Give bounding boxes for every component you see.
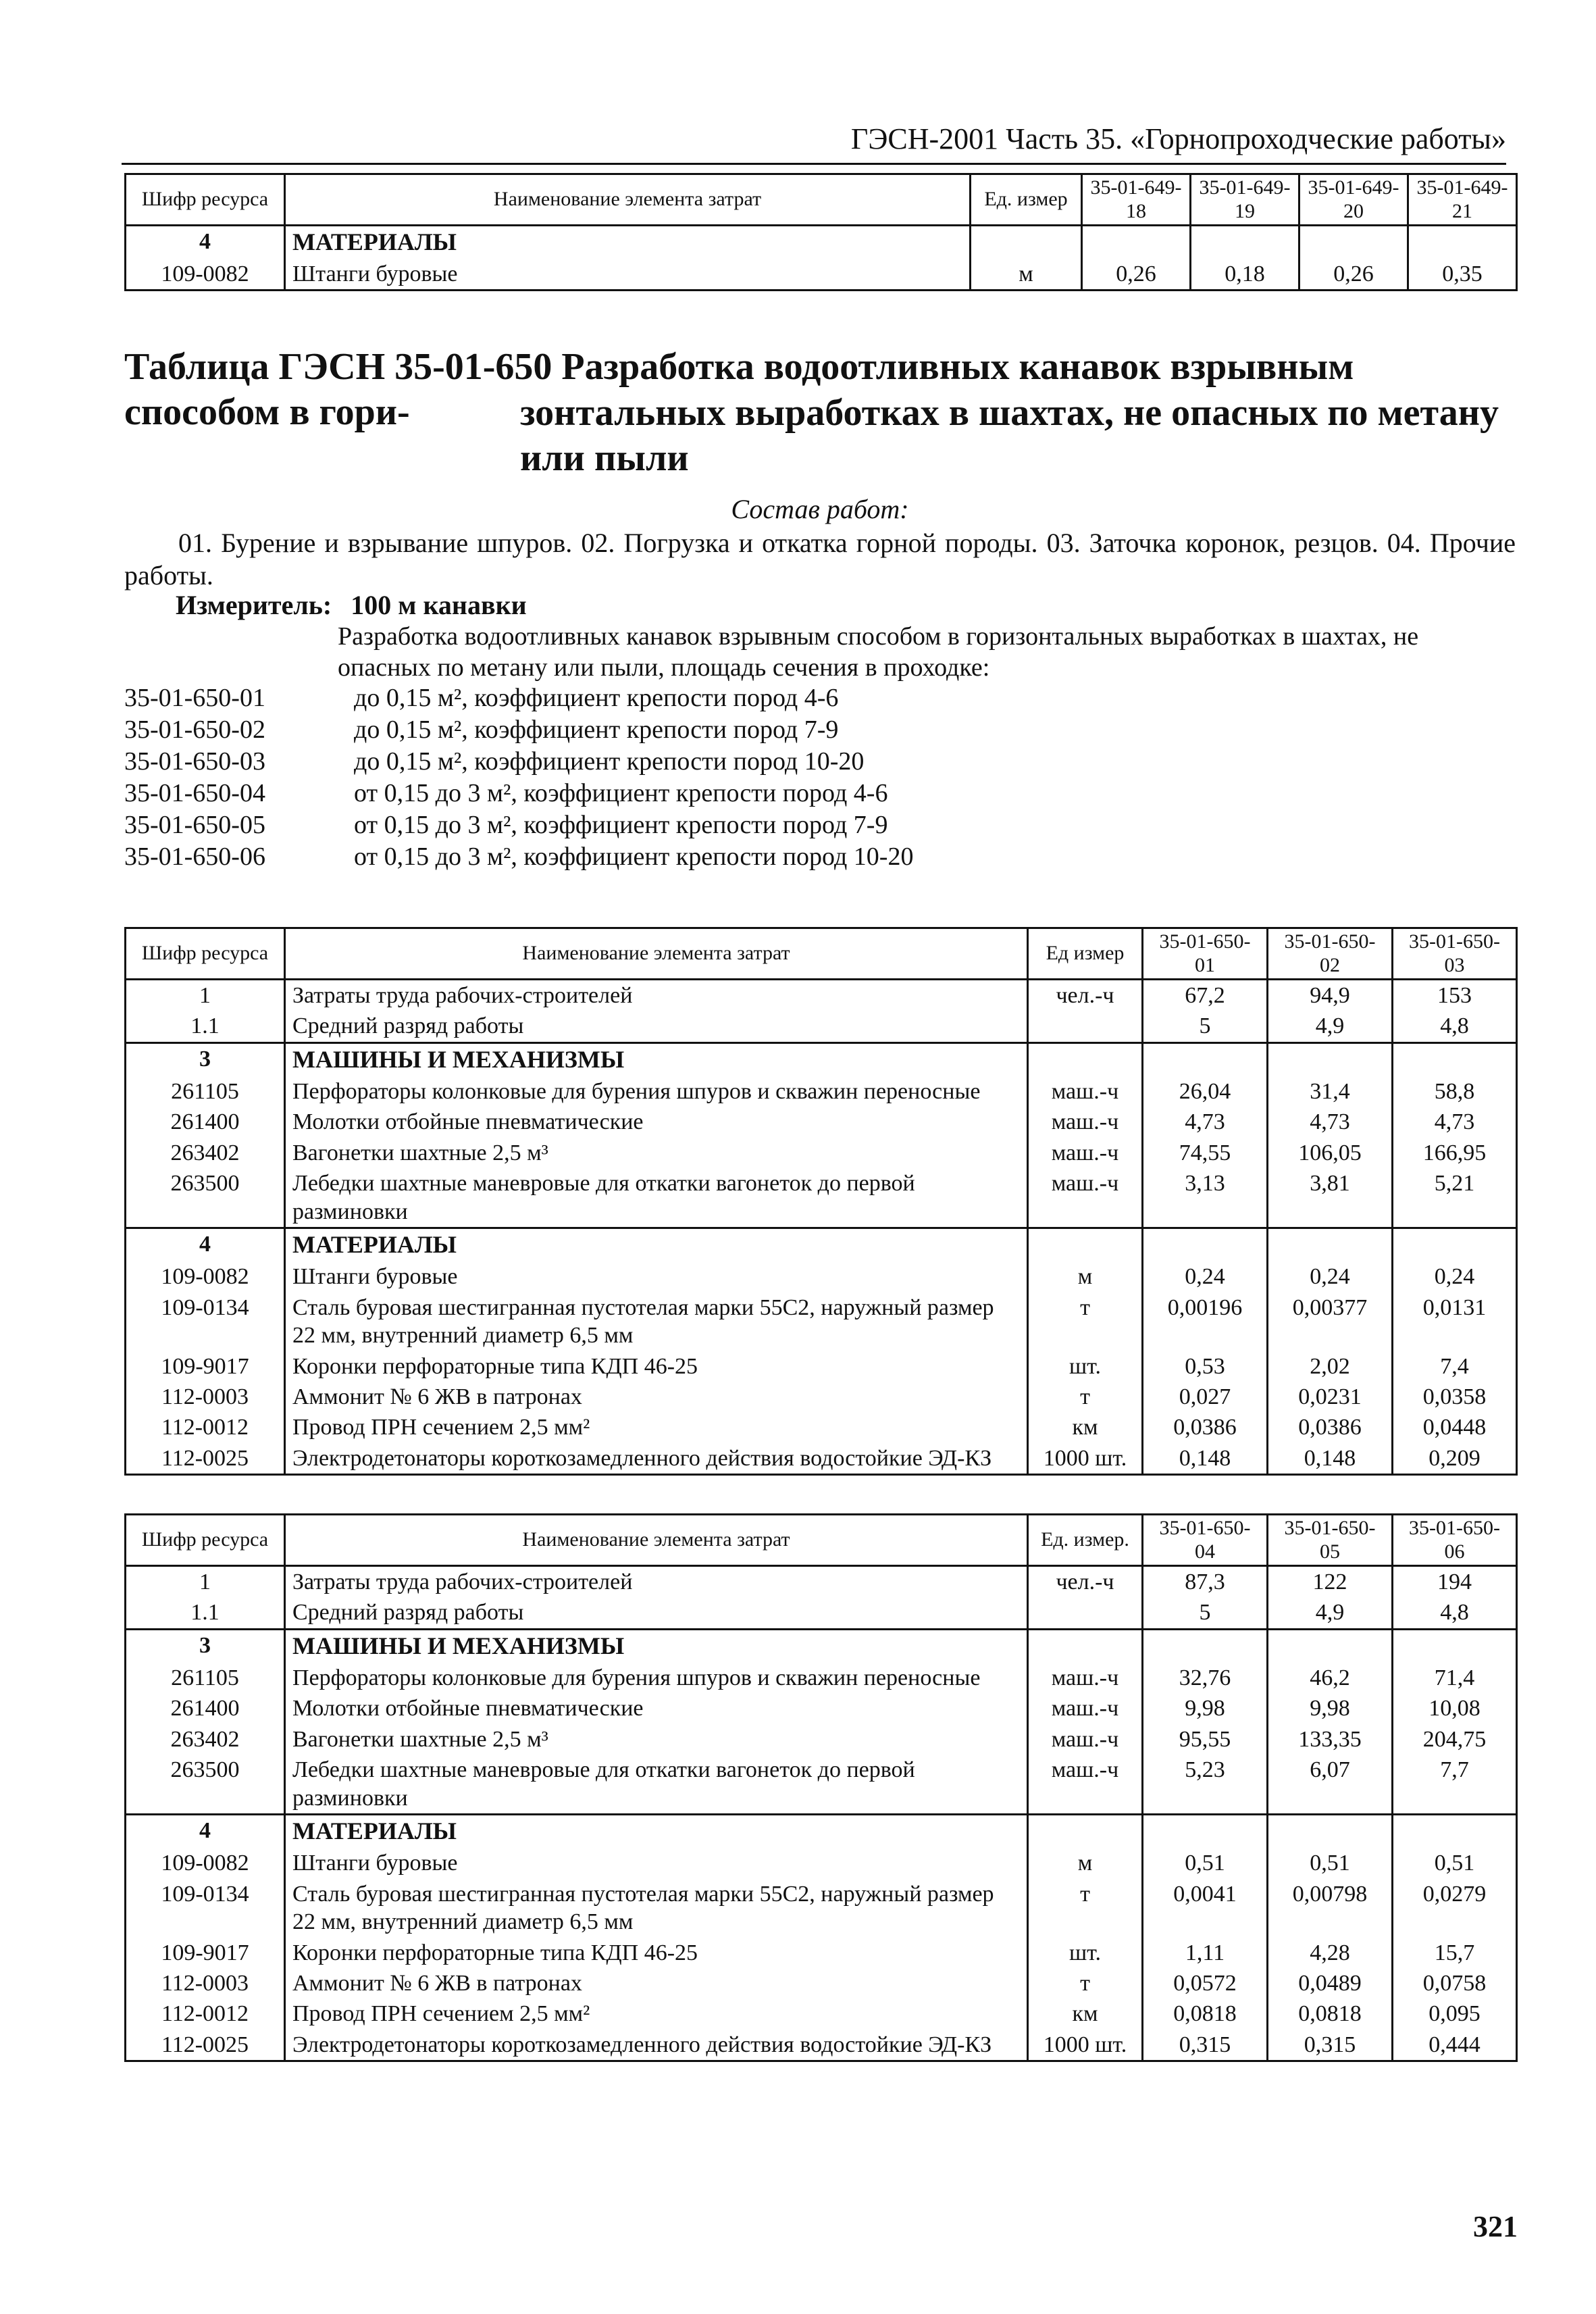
table-row [126, 980, 1517, 1011]
unit-cell: чел.-ч [1028, 1566, 1143, 1598]
value-cell: 0,0818 [1143, 1998, 1268, 2029]
unit-cell: шт. [1028, 1938, 1143, 1968]
resource-code: 109-0082 [126, 259, 285, 291]
header-cell: Шифр ресурса [126, 928, 285, 980]
value-cell: 0,51 [1143, 1848, 1268, 1878]
resource-name: Затраты труда рабочих-строителей [285, 980, 1028, 1011]
position-item [124, 714, 1340, 746]
position-code: 35-01-650-01 [124, 684, 265, 712]
value-cell: 0,027 [1143, 1382, 1268, 1412]
value-cell: 0,00798 [1268, 1879, 1393, 1938]
header-cell: Ед измер [1028, 928, 1143, 980]
table-row [126, 1011, 1517, 1042]
table-row [126, 1107, 1517, 1137]
table-row [126, 1693, 1517, 1724]
unit-cell: маш.-ч [1028, 1168, 1143, 1228]
header-cell: Ед. измер [971, 174, 1082, 226]
resource-code: 1.1 [126, 1597, 285, 1629]
position-text: от 0,15 до 3 м², коэффициент крепости пород 4-6 [354, 779, 888, 807]
unit-cell [1028, 1011, 1143, 1042]
table-row [126, 1663, 1517, 1693]
unit-cell: маш.-ч [1028, 1693, 1143, 1724]
value-cell [1268, 1815, 1393, 1848]
value-cell: 0,24 [1143, 1261, 1268, 1292]
unit-cell: маш.-ч [1028, 1138, 1143, 1168]
resource-name: Молотки отбойные пневматические [285, 1107, 1028, 1137]
value-cell: 0,0386 [1268, 1412, 1393, 1442]
resource-code: 4 [126, 226, 285, 259]
value-cell: 94,9 [1268, 980, 1393, 1011]
resource-table-650-01-03 [124, 927, 1518, 1476]
unit-cell [1028, 1228, 1143, 1261]
position-code: 35-01-650-04 [124, 779, 265, 807]
resource-name: Штанги буровые [285, 1261, 1028, 1292]
unit-cell: 1000 шт. [1028, 2030, 1143, 2061]
value-cell: 0,26 [1082, 259, 1191, 291]
table-row [126, 226, 1517, 259]
value-cell [1393, 1228, 1517, 1261]
resource-code: 1.1 [126, 1011, 285, 1042]
value-cell: 0,0818 [1268, 1998, 1393, 2029]
value-cell [1191, 226, 1299, 259]
value-cell: 7,7 [1393, 1755, 1517, 1814]
table-row [126, 1261, 1517, 1292]
resource-code: 109-9017 [126, 1351, 285, 1382]
resource-name: Перфораторы колонковые для бурения шпуров и скважин переносные [285, 1076, 1028, 1107]
value-cell: 4,28 [1268, 1938, 1393, 1968]
resource-code: 3 [126, 1629, 285, 1662]
resource-code: 1 [126, 1566, 285, 1598]
resource-code: 261105 [126, 1663, 285, 1693]
position-text: до 0,15 м², коэффициент крепости пород 10-20 [354, 747, 865, 776]
resource-code: 263500 [126, 1168, 285, 1228]
section-title: МАТЕРИАЛЫ [285, 1815, 1028, 1848]
resource-name: Коронки перфораторные типа КДП 46-25 [285, 1351, 1028, 1382]
value-cell [1299, 226, 1408, 259]
resource-table-650-04-06 [124, 1513, 1518, 2062]
resource-name: Молотки отбойные пневматические [285, 1693, 1028, 1724]
resource-name: Средний разряд работы [285, 1597, 1028, 1629]
value-cell: 0,00196 [1143, 1292, 1268, 1351]
header-cell: Наименование элемента затрат [285, 1515, 1028, 1566]
unit-cell: м [1028, 1261, 1143, 1292]
resource-code: 109-0134 [126, 1292, 285, 1351]
value-cell: 4,73 [1143, 1107, 1268, 1137]
table-row [126, 1443, 1517, 1475]
unit-cell [1028, 1815, 1143, 1848]
value-cell: 5,21 [1393, 1168, 1517, 1228]
value-cell: 0,0489 [1268, 1968, 1393, 1998]
value-cell: 0,0758 [1393, 1968, 1517, 1998]
unit-cell: т [1028, 1968, 1143, 1998]
value-cell: 0,24 [1393, 1261, 1517, 1292]
resource-code: 3 [126, 1042, 285, 1076]
value-cell: 133,35 [1268, 1724, 1393, 1755]
position-text: от 0,15 до 3 м², коэффициент крепости пород 7-9 [354, 811, 888, 839]
table-body [126, 1566, 1517, 2061]
value-cell: 0,24 [1268, 1261, 1393, 1292]
unit-cell: маш.-ч [1028, 1724, 1143, 1755]
value-cell: 0,0131 [1393, 1292, 1517, 1351]
header-cell: Ед. измер. [1028, 1515, 1143, 1566]
resource-code: 112-0012 [126, 1412, 285, 1442]
table-row [126, 1998, 1517, 2029]
unit-cell: км [1028, 1412, 1143, 1442]
value-cell: 87,3 [1143, 1566, 1268, 1598]
resource-name: Провод ПРН сечением 2,5 мм² [285, 1998, 1028, 2029]
resource-name: Аммонит № 6 ЖВ в патронах [285, 1382, 1028, 1412]
position-code: 35-01-650-05 [124, 811, 265, 839]
value-cell: 6,07 [1268, 1755, 1393, 1814]
resource-code: 112-0025 [126, 1443, 285, 1475]
value-cell: 0,35 [1408, 259, 1517, 291]
header-cell: 35-01-650-06 [1393, 1515, 1517, 1566]
unit-cell: маш.-ч [1028, 1076, 1143, 1107]
resource-code: 261400 [126, 1107, 285, 1137]
resource-name: Средний разряд работы [285, 1011, 1028, 1042]
resource-name: Вагонетки шахтные 2,5 м³ [285, 1138, 1028, 1168]
value-cell: 0,18 [1191, 259, 1299, 291]
value-cell: 74,55 [1143, 1138, 1268, 1168]
header-cell: Шифр ресурса [126, 174, 285, 226]
value-cell: 0,0231 [1268, 1382, 1393, 1412]
table-row [126, 1879, 1517, 1938]
resource-name: Штанги буровые [285, 259, 971, 291]
table-row [126, 1755, 1517, 1814]
value-cell: 9,98 [1143, 1693, 1268, 1724]
value-cell: 0,51 [1393, 1848, 1517, 1878]
position-code: 35-01-650-03 [124, 747, 265, 776]
value-cell: 4,73 [1268, 1107, 1393, 1137]
resource-name: Перфораторы колонковые для бурения шпуров и скважин переносные [285, 1663, 1028, 1693]
value-cell: 9,98 [1268, 1693, 1393, 1724]
table-row [126, 1138, 1517, 1168]
value-cell: 2,02 [1268, 1351, 1393, 1382]
value-cell: 0,00377 [1268, 1292, 1393, 1351]
value-cell: 4,73 [1393, 1107, 1517, 1137]
table-row [126, 1292, 1517, 1351]
value-cell: 31,4 [1268, 1076, 1393, 1107]
resource-name: Штанги буровые [285, 1848, 1028, 1878]
position-text: от 0,15 до 3 м², коэффициент крепости пород 10-20 [354, 842, 914, 871]
value-cell: 0,148 [1268, 1443, 1393, 1475]
table-row [126, 1042, 1517, 1076]
table-row [126, 1938, 1517, 1968]
resource-code: 109-9017 [126, 1938, 285, 1968]
value-cell: 0,0358 [1393, 1382, 1517, 1412]
page-number: 321 [1473, 2210, 1518, 2243]
table-body [126, 980, 1517, 1475]
resource-code: 112-0003 [126, 1968, 285, 1998]
resource-code: 4 [126, 1228, 285, 1261]
value-cell: 0,148 [1143, 1443, 1268, 1475]
positions-intro: Разработка водоотливных канавок взрывным способом в горизонтальных выработках в шахтах, не опасных по метану или пыли, площадь сечения в проходке: [338, 622, 1419, 682]
resource-name: Коронки перфораторные типа КДП 46-25 [285, 1938, 1028, 1968]
value-cell: 0,315 [1143, 2030, 1268, 2061]
table-row [126, 1351, 1517, 1382]
table-row [126, 1597, 1517, 1629]
value-cell: 95,55 [1143, 1724, 1268, 1755]
position-item [124, 778, 1340, 809]
unit-cell: 1000 шт. [1028, 1443, 1143, 1475]
table-row [126, 1724, 1517, 1755]
value-cell: 4,9 [1268, 1597, 1393, 1629]
value-cell: 10,08 [1393, 1693, 1517, 1724]
value-cell: 5 [1143, 1597, 1268, 1629]
table-row [126, 1168, 1517, 1228]
position-code: 35-01-650-02 [124, 715, 265, 744]
value-cell: 106,05 [1268, 1138, 1393, 1168]
position-item [124, 682, 1340, 714]
resource-code: 109-0082 [126, 1848, 285, 1878]
section-title: МАТЕРИАЛЫ [285, 226, 971, 259]
unit-cell: маш.-ч [1028, 1755, 1143, 1814]
header-cell: 35-01-649-20 [1299, 174, 1408, 226]
value-cell: 3,13 [1143, 1168, 1268, 1228]
resource-code: 263402 [126, 1138, 285, 1168]
value-cell [1143, 1228, 1268, 1261]
value-cell [1268, 1228, 1393, 1261]
table-row [126, 1848, 1517, 1878]
resource-name: Лебедки шахтные маневровые для откатки вагонеток до первой разминовки [285, 1168, 1028, 1228]
table-header-row [126, 928, 1517, 980]
value-cell: 166,95 [1393, 1138, 1517, 1168]
value-cell: 0,315 [1268, 2030, 1393, 2061]
value-cell: 0,51 [1268, 1848, 1393, 1878]
unit-cell: т [1028, 1382, 1143, 1412]
value-cell: 0,0279 [1393, 1879, 1517, 1938]
value-cell [1143, 1042, 1268, 1076]
table-header-row [126, 1515, 1517, 1566]
value-cell: 4,8 [1393, 1597, 1517, 1629]
unit-cell: чел.-ч [1028, 980, 1143, 1011]
header-cell: 35-01-650-01 [1143, 928, 1268, 980]
value-cell: 4,8 [1393, 1011, 1517, 1042]
resource-name: Электродетонаторы короткозамедленного действия водостойкие ЭД-КЗ [285, 2030, 1028, 2061]
position-text: до 0,15 м², коэффициент крепости пород 7-9 [354, 715, 839, 744]
position-item [124, 809, 1340, 841]
unit-cell: м [971, 259, 1082, 291]
value-cell: 71,4 [1393, 1663, 1517, 1693]
table-row [126, 1412, 1517, 1442]
value-cell: 0,0572 [1143, 1968, 1268, 1998]
table-row [126, 1076, 1517, 1107]
unit-cell [971, 226, 1082, 259]
unit-cell [1028, 1042, 1143, 1076]
value-cell: 204,75 [1393, 1724, 1517, 1755]
value-cell [1143, 1629, 1268, 1662]
value-cell: 0,0386 [1143, 1412, 1268, 1442]
position-code: 35-01-650-06 [124, 842, 265, 871]
works-description: 01. Бурение и взрывание шпуров. 02. Погрузка и откатка горной породы. 03. Заточка коронок, резцов. 04. Прочие работы. [124, 528, 1516, 590]
header-cell: 35-01-649-21 [1408, 174, 1517, 226]
value-cell [1268, 1042, 1393, 1076]
table-row [126, 1629, 1517, 1662]
value-cell: 0,0448 [1393, 1412, 1517, 1442]
resource-name: Сталь буровая шестигранная пустотелая марки 55С2, наружный размер 22 мм, внутренний диаметр 6,5 мм [285, 1879, 1028, 1938]
value-cell [1393, 1815, 1517, 1848]
value-cell: 0,209 [1393, 1443, 1517, 1475]
value-cell: 194 [1393, 1566, 1517, 1598]
header-cell: Наименование элемента затрат [285, 928, 1028, 980]
value-cell [1408, 226, 1517, 259]
table-row [126, 2030, 1517, 2061]
table-title: Таблица ГЭСН 35-01-650 Разработка водоотливных канавок взрывным способом в гори- [124, 346, 1354, 434]
value-cell: 5 [1143, 1011, 1268, 1042]
header-cell: Шифр ресурса [126, 1515, 285, 1566]
value-cell: 46,2 [1268, 1663, 1393, 1693]
value-cell: 0,0041 [1143, 1879, 1268, 1938]
value-cell [1082, 226, 1191, 259]
resource-name: Провод ПРН сечением 2,5 мм² [285, 1412, 1028, 1442]
resource-code: 263402 [126, 1724, 285, 1755]
continued-resource-table [124, 173, 1518, 291]
header-cell: 35-01-650-05 [1268, 1515, 1393, 1566]
resource-name: Электродетонаторы короткозамедленного действия водостойкие ЭД-КЗ [285, 1443, 1028, 1475]
position-item [124, 746, 1340, 778]
unit-cell: т [1028, 1292, 1143, 1351]
value-cell: 58,8 [1393, 1076, 1517, 1107]
value-cell: 1,11 [1143, 1938, 1268, 1968]
table-row [126, 259, 1517, 291]
section-title: МАШИНЫ И МЕХАНИЗМЫ [285, 1042, 1028, 1076]
composition-label: Состав работ: [731, 494, 909, 524]
value-cell: 153 [1393, 980, 1517, 1011]
value-cell [1393, 1042, 1517, 1076]
table-row [126, 1968, 1517, 1998]
value-cell: 0,26 [1299, 259, 1408, 291]
resource-code: 109-0082 [126, 1261, 285, 1292]
running-header: ГЭСН-2001 Часть 35. «Горнопроходческие работы» [122, 122, 1506, 165]
resource-name: Лебедки шахтные маневровые для откатки вагонеток до первой разминовки [285, 1755, 1028, 1814]
unit-cell: шт. [1028, 1351, 1143, 1382]
header-cell: 35-01-649-19 [1191, 174, 1299, 226]
meter-label: Измеритель: [176, 590, 332, 620]
header-cell: 35-01-649-18 [1082, 174, 1191, 226]
table-title-continuation: зонтальных выработках в шахтах, не опасных по метану или пыли [520, 392, 1499, 480]
value-cell: 7,4 [1393, 1351, 1517, 1382]
meter-value: 100 м канавки [351, 590, 527, 620]
section-title: МАШИНЫ И МЕХАНИЗМЫ [285, 1629, 1028, 1662]
value-cell [1393, 1629, 1517, 1662]
value-cell: 5,23 [1143, 1755, 1268, 1814]
table-row [126, 1228, 1517, 1261]
resource-code: 112-0003 [126, 1382, 285, 1412]
value-cell: 122 [1268, 1566, 1393, 1598]
header-cell: 35-01-650-03 [1393, 928, 1517, 980]
unit-cell: маш.-ч [1028, 1663, 1143, 1693]
table-row [126, 1815, 1517, 1848]
resource-name: Вагонетки шахтные 2,5 м³ [285, 1724, 1028, 1755]
resource-code: 109-0134 [126, 1879, 285, 1938]
header-cell: Наименование элемента затрат [285, 174, 971, 226]
resource-name: Затраты труда рабочих-строителей [285, 1566, 1028, 1598]
value-cell: 0,444 [1393, 2030, 1517, 2061]
resource-code: 112-0012 [126, 1998, 285, 2029]
resource-code: 112-0025 [126, 2030, 285, 2061]
value-cell: 0,53 [1143, 1351, 1268, 1382]
unit-cell: м [1028, 1848, 1143, 1878]
positions-list [124, 682, 1340, 873]
resource-code: 4 [126, 1815, 285, 1848]
value-cell: 26,04 [1143, 1076, 1268, 1107]
position-text: до 0,15 м², коэффициент крепости пород 4-6 [354, 684, 839, 712]
unit-cell [1028, 1597, 1143, 1629]
resource-code: 263500 [126, 1755, 285, 1814]
header-cell: 35-01-650-02 [1268, 928, 1393, 980]
value-cell: 4,9 [1268, 1011, 1393, 1042]
resource-code: 261400 [126, 1693, 285, 1724]
value-cell [1143, 1815, 1268, 1848]
value-cell [1268, 1629, 1393, 1662]
value-cell: 15,7 [1393, 1938, 1517, 1968]
resource-name: Аммонит № 6 ЖВ в патронах [285, 1968, 1028, 1998]
unit-cell: т [1028, 1879, 1143, 1938]
unit-cell: маш.-ч [1028, 1107, 1143, 1137]
position-item [124, 841, 1340, 873]
resource-name: Сталь буровая шестигранная пустотелая марки 55С2, наружный размер 22 мм, внутренний диаметр 6,5 мм [285, 1292, 1028, 1351]
section-title: МАТЕРИАЛЫ [285, 1228, 1028, 1261]
meter-line [176, 589, 546, 621]
value-cell: 0,095 [1393, 1998, 1517, 2029]
table-row [126, 1382, 1517, 1412]
header-cell: 35-01-650-04 [1143, 1515, 1268, 1566]
value-cell: 32,76 [1143, 1663, 1268, 1693]
table-row [126, 1566, 1517, 1598]
value-cell: 3,81 [1268, 1168, 1393, 1228]
value-cell: 67,2 [1143, 980, 1268, 1011]
resource-code: 1 [126, 980, 285, 1011]
resource-code: 261105 [126, 1076, 285, 1107]
unit-cell: км [1028, 1998, 1143, 2029]
unit-cell [1028, 1629, 1143, 1662]
table-header-row [126, 174, 1517, 226]
